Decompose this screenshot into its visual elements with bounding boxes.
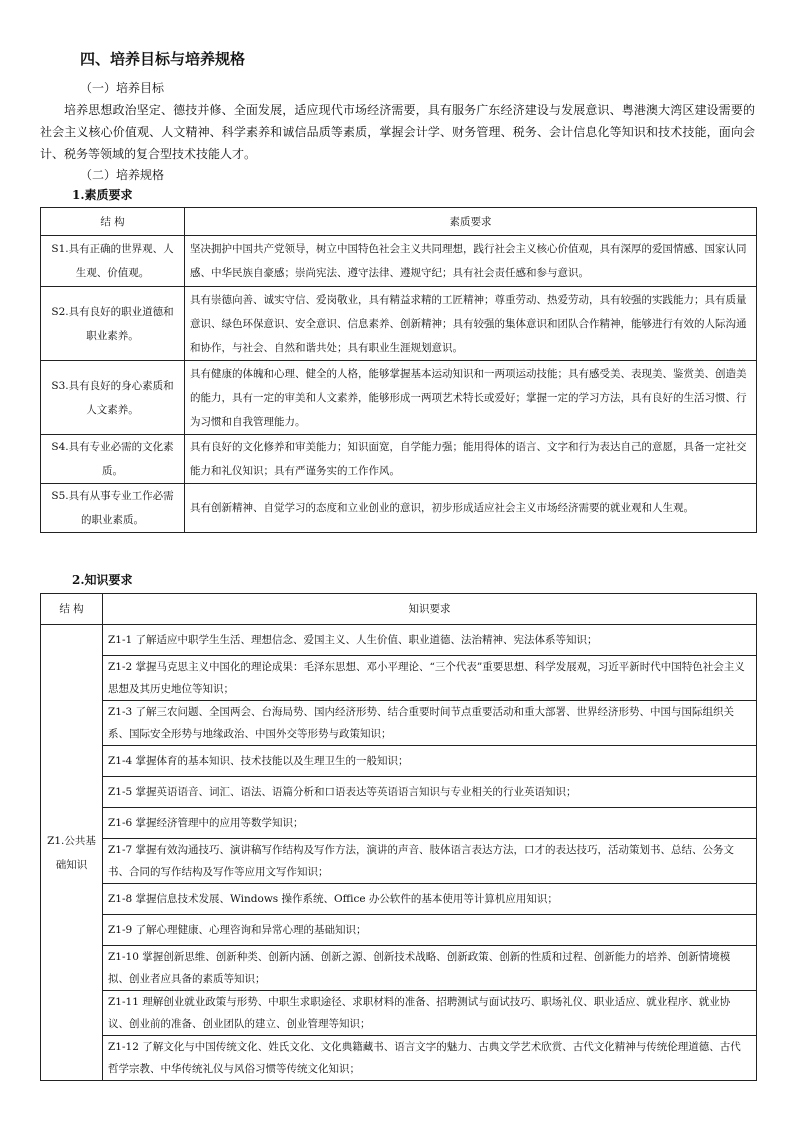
- table-row: [41, 839, 757, 884]
- requirement-cell: 具有良好的文化修养和审美能力；知识面宽，自学能力强；能用得体的语言、文字和行为表达自己的意愿，具备一定社交能力和礼仪知识；具有严谨务实的工作作风。: [185, 435, 757, 484]
- table-row: [41, 991, 757, 1036]
- requirement-cell: 具有健康的体魄和心理、健全的人格，能够掌握基本运动知识和一两项运动技能；具有感受美、表现美、鉴赏美、创造美的能力，具有一定的审美和人文素养，能够形成一两项艺术特长或爱好；掌握一定的学习方法，具有良好的生活习惯、行为习惯和自我管理能力。: [185, 361, 757, 435]
- quality-title: 1.素质要求: [72, 188, 133, 202]
- section-heading: 四、培养目标与培养规格: [80, 50, 246, 68]
- goal-paragraph: 培养思想政治坚定、德技并修、全面发展，适应现代市场经济需要，具有服务广东经济建设与发展意识、粤港澳大湾区建设需要的社会主义核心价值观、人文精神、科学素养和诚信品质等素质，掌握会计学、财务管理、税务、会计信息化等知识和技术技能，面向会计、税务等领域的复合型技术技能人才。: [40, 103, 755, 161]
- table-row: [41, 625, 757, 656]
- knowledge-item: Z1-4 掌握体育的基本知识、技术技能以及生理卫生的一般知识；: [103, 746, 757, 777]
- knowledge-item: Z1-3 了解三农问题、全国两会、台海局势、国内经济形势、结合重要时间节点重要活动和重大部署、世界经济形势、中国与国际组织关系、国际安全形势与地缘政治、中国外交等形势与政策知识；: [103, 701, 757, 746]
- group-cell: Z1.公共基础知识: [41, 625, 103, 1081]
- header-structure: 结 构: [41, 594, 103, 625]
- quality-table: [40, 207, 757, 533]
- structure-cell: S5.具有从事专业工作必需的职业素质。: [41, 484, 185, 533]
- quality-header-row: [41, 208, 757, 236]
- header-requirement: 知识要求: [103, 594, 757, 625]
- knowledge-item: Z1-5 掌握英语语音、词汇、语法、语篇分析和口语表达等英语语言知识与专业相关的行业英语知识；: [103, 777, 757, 808]
- structure-cell: S3.具有良好的身心素质和人文素养。: [41, 361, 185, 435]
- requirement-cell: 具有创新精神、自觉学习的态度和立业创业的意识，初步形成适应社会主义市场经济需要的就业观和人生观。: [185, 484, 757, 533]
- knowledge-item: Z1-9 了解心理健康、心理咨询和异常心理的基础知识；: [103, 915, 757, 946]
- knowledge-item: Z1-7 掌握有效沟通技巧、演讲稿写作结构及写作方法，演讲的声音、肢体语言表达方法，口才的表达技巧，活动策划书、总结、公务文书、合同的写作结构及写作等应用文写作知识；: [103, 839, 757, 884]
- structure-cell: S2.具有良好的职业道德和职业素养。: [41, 287, 185, 361]
- table-row: [41, 701, 757, 746]
- table-row: [41, 236, 757, 287]
- table-row: [41, 915, 757, 946]
- knowledge-item: Z1-11 理解创业就业政策与形势、中职生求职途径、求职材料的准备、招聘测试与面试技巧、职场礼仪、职业适应、就业程序、就业协议、创业前的准备、创业团队的建立、创业管理等知识；: [103, 991, 757, 1036]
- spec-title: （二）培养规格: [80, 168, 165, 182]
- header-requirement: 素质要求: [185, 208, 757, 236]
- knowledge-item: Z1-1 了解适应中职学生生活、理想信念、爱国主义、人生价值、职业道德、法治精神、宪法体系等知识；: [103, 625, 757, 656]
- knowledge-header-row: [41, 594, 757, 625]
- knowledge-table: [40, 593, 757, 1081]
- requirement-cell: 具有崇德向善、诚实守信、爱岗敬业，具有精益求精的工匠精神；尊重劳动、热爱劳动，具有较强的实践能力；具有质量意识、绿色环保意识、安全意识、信息素养、创新精神；具有较强的集体意识和团队合作精神，能够进行有效的人际沟通和协作，与社会、自然和谐共处；具有职业生涯规划意识。: [185, 287, 757, 361]
- table-row: [41, 746, 757, 777]
- table-row: [41, 884, 757, 915]
- header-structure: 结 构: [41, 208, 185, 236]
- knowledge-item: Z1-6 掌握经济管理中的应用等数学知识；: [103, 808, 757, 839]
- knowledge-item: Z1-8 掌握信息技术发展、Windows 操作系统、Office 办公软件的基本使用等计算机应用知识；: [103, 884, 757, 915]
- structure-cell: S1.具有正确的世界观、人生观、价值观。: [41, 236, 185, 287]
- structure-cell: S4.具有专业必需的文化素质。: [41, 435, 185, 484]
- knowledge-title: 2.知识要求: [72, 573, 133, 587]
- table-row: [41, 361, 757, 435]
- knowledge-item: Z1-2 掌握马克思主义中国化的理论成果：毛泽东思想、邓小平理论、“三个代表”重要思想、科学发展观，习近平新时代中国特色社会主义思想及其历史地位等知识；: [103, 656, 757, 701]
- table-row: [41, 808, 757, 839]
- goal-title: （一）培养目标: [80, 81, 165, 95]
- table-row: [41, 435, 757, 484]
- table-row: [41, 484, 757, 533]
- knowledge-item: Z1-10 掌握创新思维、创新种类、创新内涵、创新之源、创新技术战略、创新政策、创新的性质和过程、创新能力的培养、创新情境模拟、创业者应具备的素质等知识；: [103, 946, 757, 991]
- knowledge-item: Z1-12 了解文化与中国传统文化、姓氏文化、文化典籍藏书、语言文字的魅力、古典文学艺术欣赏、古代文化精神与传统伦理道德、古代哲学宗教、中华传统礼仪与风俗习惯等传统文化知识；: [103, 1036, 757, 1081]
- table-row: [41, 777, 757, 808]
- requirement-cell: 坚决拥护中国共产党领导，树立中国特色社会主义共同理想，践行社会主义核心价值观，具有深厚的爱国情感、国家认同感、中华民族自豪感；崇尚宪法、遵守法律、遵规守纪；具有社会责任感和参与意识。: [185, 236, 757, 287]
- table-row: [41, 656, 757, 701]
- table-row: [41, 1036, 757, 1081]
- table-row: [41, 946, 757, 991]
- table-row: [41, 287, 757, 361]
